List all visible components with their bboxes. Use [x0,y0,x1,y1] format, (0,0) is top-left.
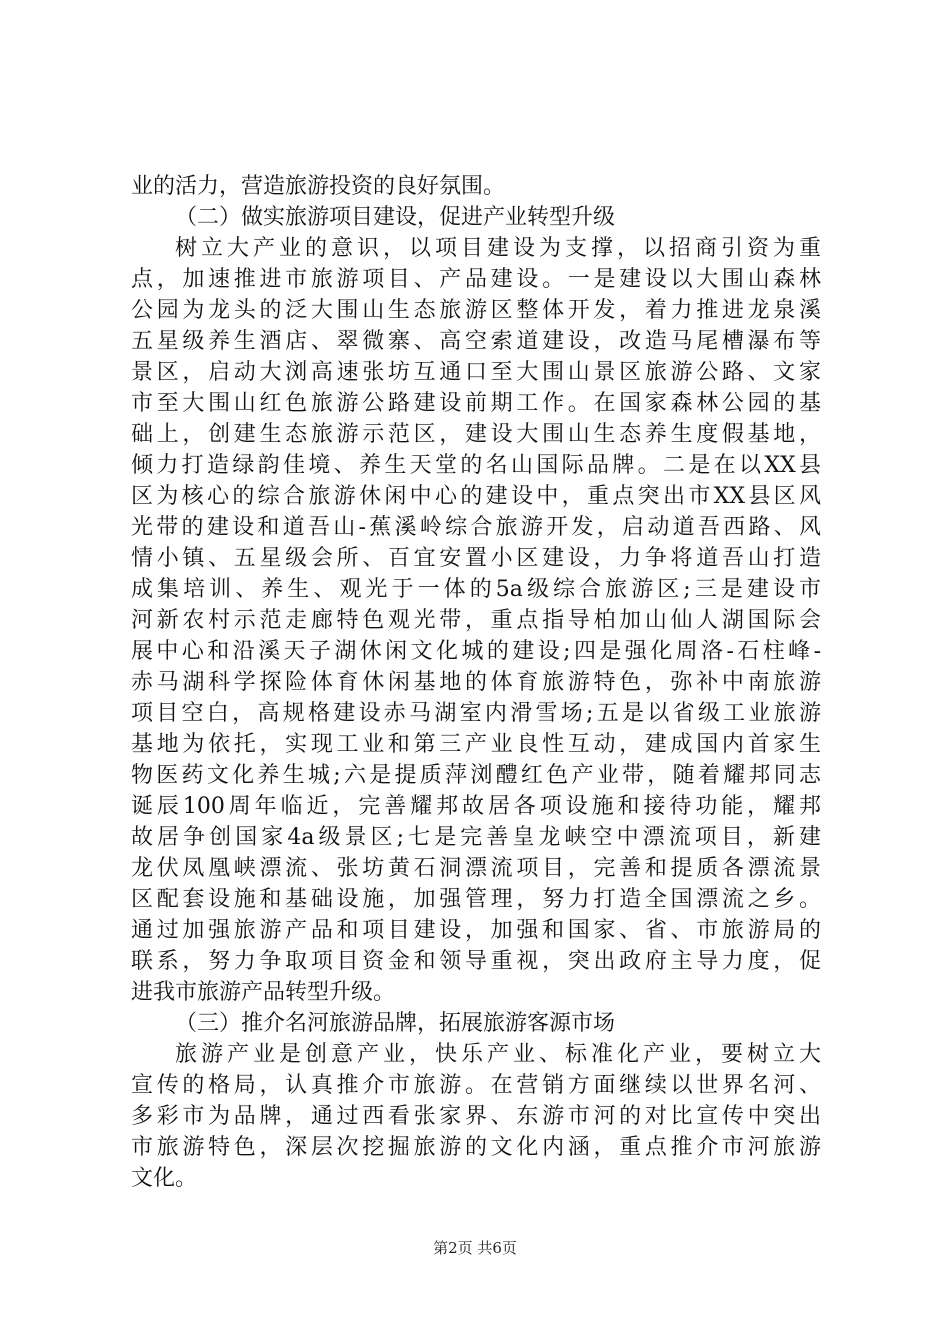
paragraph-line: 成集培训、养生、观光于一体的5a级综合旅游区;三是建设市 [131,577,821,602]
paragraph-line: 础上，创建生态旅游示范区，建设大围山生态养生度假基地， [131,422,821,447]
paragraph-line: 市至大围山红色旅游公路建设前期工作。在国家森林公园的基 [131,391,821,416]
paragraph-line: 赤马湖科学探险体育休闲基地的体育旅游特色，弥补中南旅游 [131,670,821,695]
paragraph-line: 进我市旅游产品转型升级。 [131,980,396,1005]
paragraph-line: 故居争创国家4a级景区;七是完善皇龙峡空中漂流项目，新建 [131,825,821,850]
paragraph-line: 基地为依托，实现工业和第三产业良性互动，建成国内首家生 [131,732,821,757]
paragraph-line: 区为核心的综合旅游休闲中心的建设中，重点突出市XX县区风 [131,484,821,509]
section-heading: （二）做实旅游项目建设，促进产业转型升级 [175,205,616,230]
paragraph-line: 点，加速推进市旅游项目、产品建设。一是建设以大围山森林 [131,267,821,292]
paragraph-line: 项目空白，高规格建设赤马湖室内滑雪场;五是以省级工业旅游 [131,701,821,726]
paragraph-line: 宣传的格局，认真推介市旅游。在营销方面继续以世界名河、 [131,1073,821,1098]
paragraph-line: 公园为龙头的泛大围山生态旅游区整体开发，着力推进龙泉溪 [131,298,821,323]
paragraph-line: 物医药文化养生城;六是提质萍浏醴红色产业带，随着耀邦同志 [131,763,821,788]
page-number-footer: 第2页 共6页 [433,1239,517,1257]
document-body [131,171,821,1194]
section-heading: （三）推介名河旅游品牌，拓展旅游客源市场 [175,1011,616,1036]
paragraph-line: 五星级养生酒店、翠微寨、高空索道建设，改造马尾槽瀑布等 [131,329,821,354]
paragraph-line: 光带的建设和道吾山-蕉溪岭综合旅游开发，启动道吾西路、风 [131,515,821,540]
paragraph-line: 旅游产业是创意产业，快乐产业、标准化产业，要树立大 [175,1042,821,1067]
paragraph-line: 业的活力，营造旅游投资的良好氛围。 [131,174,506,199]
paragraph-line: 展中心和沿溪天子湖休闲文化城的建设;四是强化周洛-石柱峰- [131,639,821,664]
paragraph-line: 市旅游特色，深层次挖掘旅游的文化内涵，重点推介市河旅游 [131,1135,821,1160]
paragraph-line: 联系，努力争取项目资金和领导重视，突出政府主导力度，促 [131,949,821,974]
paragraph-line: 文化。 [131,1166,198,1191]
paragraph-line: 龙伏凤凰峡漂流、张坊黄石洞漂流项目，完善和提质各漂流景 [131,856,821,881]
paragraph-line: 倾力打造绿韵佳境、养生天堂的名山国际品牌。二是在以XX县 [131,453,821,478]
paragraph-line: 景区，启动大浏高速张坊互通口至大围山景区旅游公路、文家 [131,360,821,385]
paragraph-line: 多彩市为品牌，通过西看张家界、东游市河的对比宣传中突出 [131,1104,821,1129]
paragraph-line: 诞辰100周年临近，完善耀邦故居各项设施和接待功能，耀邦 [131,794,821,819]
paragraph-line: 区配套设施和基础设施，加强管理，努力打造全国漂流之乡。 [131,887,821,912]
paragraph-line: 树立大产业的意识，以项目建设为支撑，以招商引资为重 [175,236,821,261]
paragraph-line: 通过加强旅游产品和项目建设，加强和国家、省、市旅游局的 [131,918,821,943]
paragraph-line: 情小镇、五星级会所、百宜安置小区建设，力争将道吾山打造 [131,546,821,571]
paragraph-line: 河新农村示范走廊特色观光带，重点指导柏加山仙人湖国际会 [131,608,821,633]
